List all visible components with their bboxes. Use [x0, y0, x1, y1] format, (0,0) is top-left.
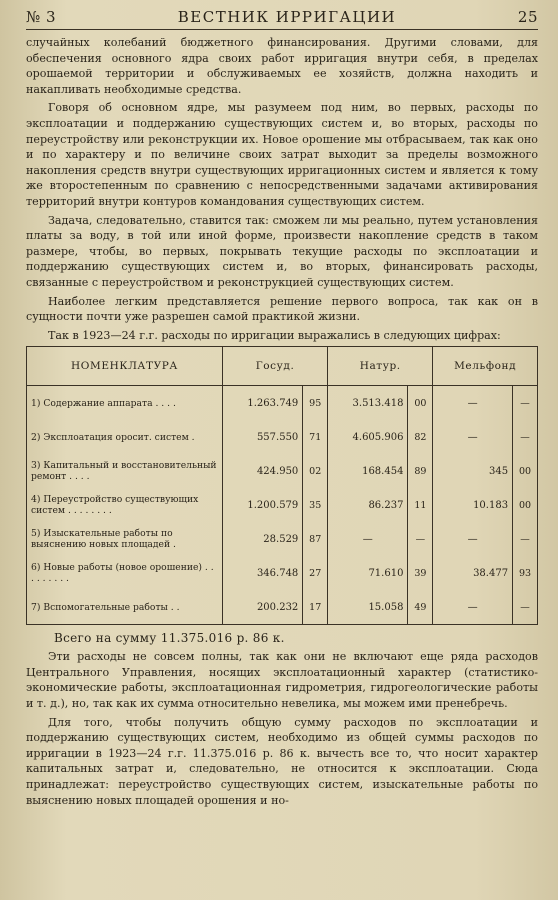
row-name: 2) Эксплоатация оросит. систем .	[31, 431, 195, 443]
cell-mel-kop: —	[513, 522, 538, 556]
cell-nat-kop: 82	[408, 420, 433, 454]
cell-gos-kop: 71	[303, 420, 328, 454]
row-name: 5) Изыскательные работы по выяснению новых площадей .	[31, 528, 176, 551]
paragraph-first-question: Наиболее легким представляется решение первого вопроса, так как он в сущности почти уже разрешен самой практикой жизни.	[26, 294, 538, 324]
cell-gos-kop: 27	[303, 556, 328, 590]
journal-title: ВЕСТНИК ИРРИГАЦИИ	[177, 8, 397, 26]
table-row	[27, 488, 538, 522]
cell-nat-kop: 49	[408, 590, 433, 625]
cell-nat-kop: 11	[408, 488, 433, 522]
cell-mel-kop: 00	[513, 454, 538, 488]
cell-nat-kop: —	[408, 522, 433, 556]
header-natural: Натур.	[328, 347, 433, 386]
cell-mel-kop: 93	[513, 556, 538, 590]
row-name: 1) Содержание аппарата . . . .	[31, 397, 176, 409]
cell-gos-kop: 02	[303, 454, 328, 488]
running-head	[26, 8, 538, 30]
cell-nat-kop: 89	[408, 454, 433, 488]
cell-mel: 10.183	[433, 488, 513, 522]
table-row	[27, 522, 538, 556]
paragraph-omissions: Эти расходы не совсем полны, так как они не включают еще ряда расходов Центрального Управления, носящих эксплоатационный характер (статистико-экономические работы, эксплоатационная гидрометрия, гидрогеологические работы и т. д.), но, так как их сумма относительно невелика, мы можем ими пренебречь.	[26, 650, 538, 711]
cell-gos-kop: 35	[303, 488, 328, 522]
table-row	[27, 590, 538, 625]
row-name: 3) Капитальный и восстановительный ремонт . . . .	[31, 460, 217, 483]
cell-gos-kop: 17	[303, 590, 328, 625]
cell-gos-kop: 95	[303, 386, 328, 421]
header-state: Госуд.	[223, 347, 328, 386]
cell-mel: —	[433, 522, 513, 556]
table-header-row	[27, 347, 538, 386]
table-row	[27, 386, 538, 421]
row-name: 4) Переустройство существующих систем . . . . . . . .	[31, 494, 199, 517]
cell-mel-kop: 00	[513, 488, 538, 522]
header-nomenclature: НОМЕНКЛАТУРА	[27, 347, 223, 386]
paragraph-table-intro: Так в 1923—24 г.г. расходы по ирригации выражались в следующих цифрах:	[48, 328, 501, 342]
cell-mel: 38.477	[433, 556, 513, 590]
cell-gos: 346.748	[223, 556, 303, 590]
cell-mel-kop: —	[513, 420, 538, 454]
paragraph-task: Задача, следовательно, ставится так: сможем ли мы реально, путем установления платы за воду, в той или иной форме, произвести накопление средств в таком размере, чтобы, во первых, покрывать текущие расходы по эксплоатации и поддержанию существующих систем и, во вторых, финансировать расходы, связанные с переустройством и реконструкцией существующих систем.	[26, 213, 538, 289]
cell-gos: 1.263.749	[223, 386, 303, 421]
cell-nat: —	[328, 522, 408, 556]
expenses-table	[26, 346, 538, 625]
total-sum: Всего на сумму 11.375.016 р. 86 к.	[54, 631, 285, 646]
paragraph-core-definition: Говоря об основном ядре, мы разумеем под ним, во первых, расходы по эксплоатации и поддержанию существующих систем и, во вторых, расходы по переустройству или реконструкции их. Новое орошение мы отбрасываем, так как оно и по характеру и по величине своих затрат выходит за пределы возможного накопления средств внутри существующих ирригационных систем и является к тому же второстепенным по сравнению с непосредственными задачами активирования территорий внутри контуров командования существующих систем.	[26, 101, 538, 208]
issue-number: № 3	[26, 8, 57, 26]
cell-gos: 1.200.579	[223, 488, 303, 522]
table-row	[27, 454, 538, 488]
cell-nat: 4.605.906	[328, 420, 408, 454]
paragraph-continued: случайных колебаний бюджетного финансирования. Другими словами, для обеспечения основного ядра своих работ ирригация внутри себя, в пределах орошаемой территории и обслуживаемых ее хозяйств, должна находить и накапливать необходимые средства.	[26, 36, 538, 96]
row-name: 6) Новые работы (новое орошение) . . . . . . . . .	[31, 562, 214, 585]
cell-nat-kop: 00	[408, 386, 433, 421]
cell-gos-kop: 87	[303, 522, 328, 556]
cell-nat-kop: 39	[408, 556, 433, 590]
cell-mel: —	[433, 386, 513, 421]
cell-mel-kop: —	[513, 590, 538, 625]
cell-gos: 557.550	[223, 420, 303, 454]
page-number: 25	[517, 8, 538, 26]
table-row	[27, 420, 538, 454]
cell-mel: —	[433, 590, 513, 625]
cell-mel: —	[433, 420, 513, 454]
table-row	[27, 556, 538, 590]
cell-mel: 345	[433, 454, 513, 488]
cell-gos: 424.950	[223, 454, 303, 488]
paragraph-operating-costs: Для того, чтобы получить общую сумму расходов по эксплоатации и поддержанию существующих систем, необходимо из общей суммы расходов по ирригации в 1923—24 г.г. 11.375.016 р. 86 к. вычесть все то, что носит характер капитальных затрат и, следовательно, не относится к эксплоатации. Сюда принадлежат: переустройство существующих систем, изыскательные работы по выяснению новых площадей орошения и но-	[26, 715, 538, 807]
cell-gos: 200.232	[223, 590, 303, 625]
row-name: 7) Вспомогательные работы . .	[31, 601, 180, 613]
cell-nat: 71.610	[328, 556, 408, 590]
cell-mel-kop: —	[513, 386, 538, 421]
header-melfond: Мельфонд	[433, 347, 538, 386]
cell-nat: 168.454	[328, 454, 408, 488]
cell-nat: 15.058	[328, 590, 408, 625]
cell-nat: 86.237	[328, 488, 408, 522]
cell-nat: 3.513.418	[328, 386, 408, 421]
cell-gos: 28.529	[223, 522, 303, 556]
